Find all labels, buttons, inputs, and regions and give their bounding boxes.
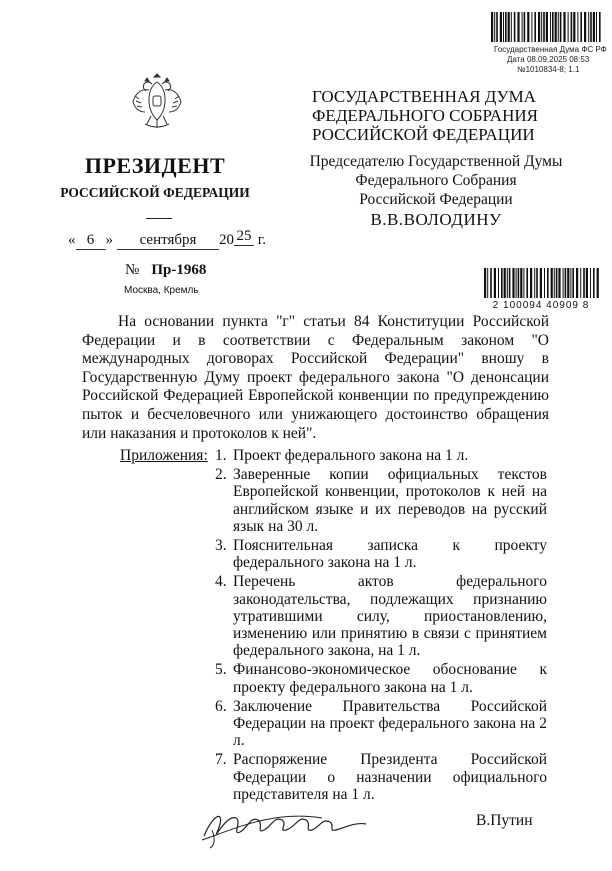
letterhead-title: ПРЕЗИДЕНТ — [84, 153, 226, 178]
appendix-item-text: Пояснительная записка к проекту федерального закона на 1 л. — [233, 537, 547, 572]
addressee-org-line: ФЕДЕРАЛЬНОГО СОБРАНИЯ — [312, 106, 538, 125]
appendix-item — [215, 447, 547, 464]
date-year-suffix: 25 — [234, 228, 254, 246]
divider — [146, 218, 172, 219]
addressee-position — [286, 152, 586, 209]
appendix-item-number: 4. — [215, 573, 227, 591]
appendix-item-number: 6. — [215, 697, 227, 715]
addressee-org-line: РОССИЙСКОЙ ФЕДЕРАЦИИ — [312, 125, 535, 144]
appendix-list — [215, 447, 547, 805]
date-quote-open: « — [68, 232, 76, 248]
addressee-position-line: Федерального Собрания — [355, 172, 517, 189]
date-quote-close: » — [105, 232, 113, 248]
addressee-org — [312, 87, 538, 144]
coat-of-arms-icon — [130, 70, 184, 132]
date-month: сентября — [117, 232, 219, 250]
appendix-item-number: 2. — [215, 466, 227, 484]
number-label: № — [125, 262, 140, 278]
appendix-label: Приложения: — [120, 447, 208, 464]
letterhead-subtitle: РОССИЙСКОЙ ФЕДЕРАЦИИ — [60, 185, 250, 200]
appendix-item-text: Распоряжение Президента Российской Федерации о назначении официального представителя на 1 л. — [233, 751, 547, 803]
appendix-item — [215, 466, 547, 535]
letter-body — [82, 313, 549, 443]
number-value: Пр-1968 — [151, 262, 207, 278]
date-day: 6 — [76, 232, 106, 250]
addressee-name: В.В.ВОЛОДИНУ — [370, 210, 502, 229]
addressee-position-line: Председателю Государственной Думы — [309, 153, 563, 170]
appendix-item-text: Финансово-экономическое обоснование к проекту федерального закона на 1 л. — [233, 661, 547, 696]
addressee-org-line: ГОСУДАРСТВЕННАЯ ДУМА — [312, 87, 536, 106]
appendix-item-number: 1. — [215, 447, 227, 464]
document-barcode — [483, 268, 599, 298]
document-number — [125, 262, 206, 279]
appendix-item-number: 5. — [215, 661, 227, 679]
document-place: Москва, Кремль — [124, 285, 199, 296]
appendix-item — [215, 537, 547, 571]
stamp-org: Государственная Дума ФС РФ — [494, 45, 607, 54]
letter-body-text: На основании пункта "г" статьи 84 Конституции Российской Федерации и в соответствии с Федеральным законом "О международных договорах Российской Федерации" вношу в Государственную Думу проект федерального закона "О денонсации Российской Федерацией Европейской конвенции по предупреждению пыток и бесчеловечного или унижающего достоинство обращения или наказания и протоколов к ней". — [82, 313, 549, 442]
registration-barcode — [490, 12, 602, 42]
stamp-date: Дата 08.09.2025 08:53 — [507, 55, 590, 64]
date-year-tail: г. — [254, 232, 266, 248]
date-year-prefix: 20 — [219, 232, 234, 248]
appendix-item — [215, 661, 547, 695]
addressee-position-line: Российской Федерации — [359, 191, 513, 208]
signer-name: В.Путин — [476, 812, 533, 829]
appendix-item-text: Заключение Правительства Российской Федерации на проект федерального закона на 2 л. — [233, 697, 547, 750]
appendix-item-text: Проект федерального закона на 1 л. — [233, 447, 469, 464]
barcode-number: 2 100094 40909 8 — [492, 300, 590, 311]
signature — [198, 796, 428, 852]
appendix-item-number: 7. — [215, 751, 227, 769]
appendix-item-text: Заверенные копии официальных текстов Европейской конвенции, протоколов к ней на английском языке и их переводов на русский язык на 30 л. — [233, 466, 547, 535]
document-date — [68, 228, 266, 250]
appendix-item — [215, 698, 547, 750]
appendix-item-text: Перечень актов федерального законодательства, подлежащих признанию утратившими силу, приостановлению, изменению или принятию в связи с принятием федерального закона, на 1 л. — [233, 573, 547, 660]
appendix-item — [215, 573, 547, 659]
appendix-item-number: 3. — [215, 537, 227, 555]
stamp-reg-number: №1010834-8; 1.1 — [517, 65, 580, 74]
